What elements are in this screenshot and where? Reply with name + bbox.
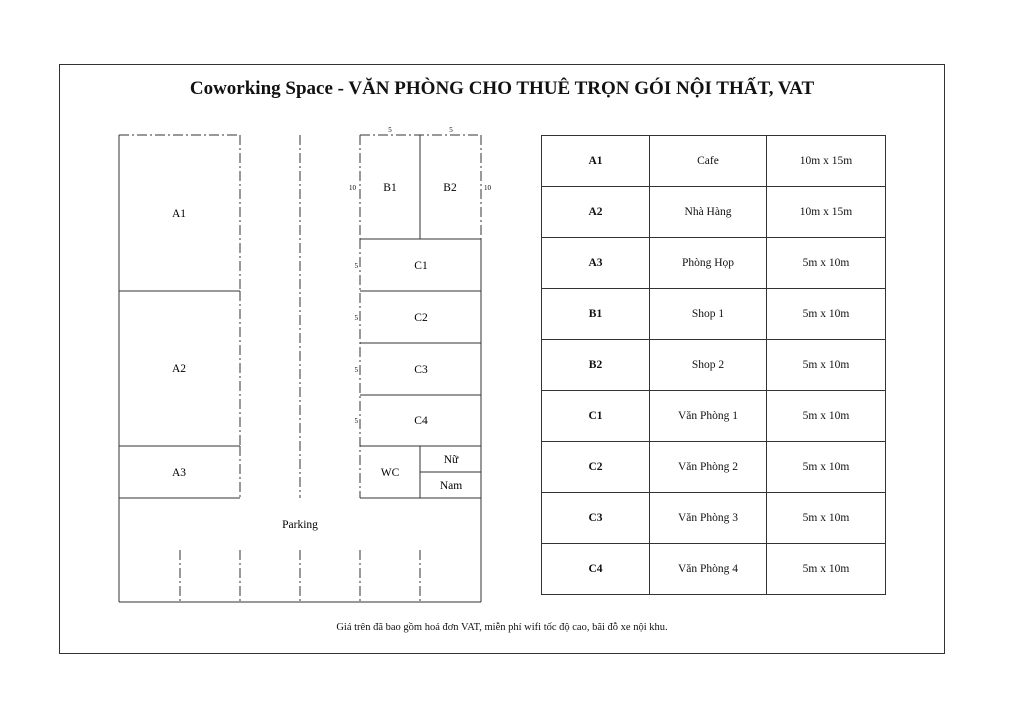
label-a3: A3 <box>171 467 187 479</box>
label-b1: B1 <box>383 182 397 194</box>
label-b2: B2 <box>443 182 457 194</box>
label-nam: Nam <box>439 480 463 492</box>
table-row <box>542 544 886 595</box>
table-row <box>542 493 886 544</box>
parking-bay-lines <box>180 550 420 602</box>
footnote: Giá trên đã bao gồm hoá đơn VAT, miễn phí wifi tốc độ cao, bãi đỗ xe nội khu. <box>336 622 668 633</box>
room-code-cell: C2 <box>542 442 650 493</box>
room-use-cell: Văn Phòng 1 <box>650 391 767 442</box>
dim-c1-height: 5 <box>354 262 358 270</box>
table-row <box>542 289 886 340</box>
room-use-cell: Nhà Hàng <box>650 187 767 238</box>
room-use-cell: Văn Phòng 2 <box>650 442 767 493</box>
room-code-cell: A1 <box>542 136 650 187</box>
label-nu: Nữ <box>443 454 459 466</box>
table-row <box>542 187 886 238</box>
label-parking: Parking <box>282 519 318 531</box>
label-a1: A1 <box>171 208 187 220</box>
dim-c2-height: 5 <box>354 314 358 322</box>
room-code-cell: C4 <box>542 544 650 595</box>
room-use-cell: Phòng Họp <box>650 238 767 289</box>
room-size-cell: 10m x 15m <box>767 187 886 238</box>
page-title: Coworking Space - VĂN PHÒNG CHO THUÊ TRỌN GÓI NỘI THẤT, VAT <box>189 78 815 99</box>
dim-b-right-height: 10 <box>484 184 491 192</box>
room-use-cell: Văn Phòng 3 <box>650 493 767 544</box>
table-row <box>542 442 886 493</box>
room-code-cell: A2 <box>542 187 650 238</box>
room-size-cell: 5m x 10m <box>767 493 886 544</box>
room-spec-table <box>541 135 886 595</box>
room-use-cell: Văn Phòng 4 <box>650 544 767 595</box>
room-code-cell: C3 <box>542 493 650 544</box>
table-row <box>542 391 886 442</box>
room-size-cell: 5m x 10m <box>767 340 886 391</box>
room-size-cell: 5m x 10m <box>767 442 886 493</box>
label-a2: A2 <box>171 363 187 375</box>
table-row <box>542 136 886 187</box>
label-wc: WC <box>380 467 400 479</box>
table-row <box>542 238 886 289</box>
label-c1: C1 <box>414 260 428 272</box>
room-use-cell: Cafe <box>650 136 767 187</box>
room-size-cell: 5m x 10m <box>767 289 886 340</box>
label-c2: C2 <box>414 312 428 324</box>
room-use-cell: Shop 1 <box>650 289 767 340</box>
dim-c4-height: 5 <box>354 417 358 425</box>
room-use-cell: Shop 2 <box>650 340 767 391</box>
label-c3: C3 <box>414 364 428 376</box>
room-code-cell: B2 <box>542 340 650 391</box>
room-code-cell: A3 <box>542 238 650 289</box>
room-code-cell: B1 <box>542 289 650 340</box>
dim-b-left-height: 10 <box>349 184 356 192</box>
room-size-cell: 5m x 10m <box>767 544 886 595</box>
room-size-cell: 5m x 10m <box>767 391 886 442</box>
room-code-cell: C1 <box>542 391 650 442</box>
room-size-cell: 10m x 15m <box>767 136 886 187</box>
room-size-cell: 5m x 10m <box>767 238 886 289</box>
dim-b1-width: 5 <box>388 126 392 134</box>
dim-b2-width: 5 <box>449 126 453 134</box>
dim-c3-height: 5 <box>354 366 358 374</box>
label-c4: C4 <box>414 415 428 427</box>
table-row <box>542 340 886 391</box>
